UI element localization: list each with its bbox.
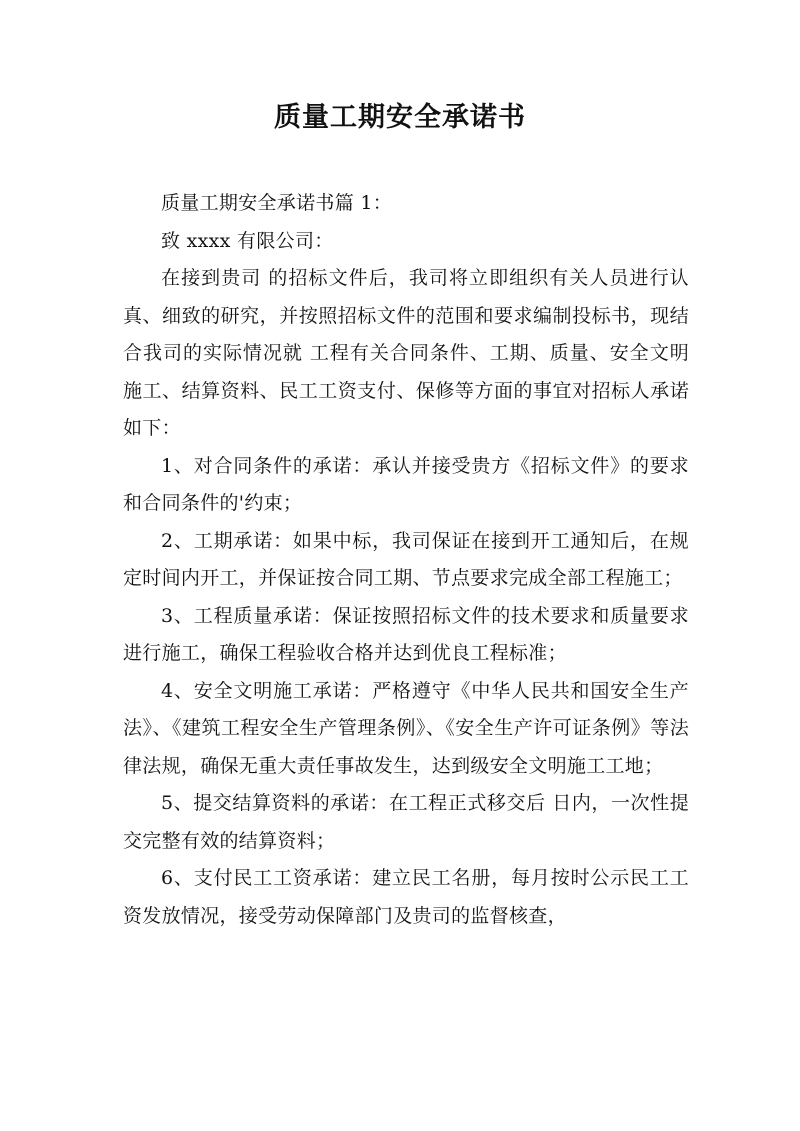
intro-paragraph: 在接到贵司 的招标文件后，我司将立即组织有关人员进行认真、细致的研究，并按照招标文件的范围和要求编制投标书，现结合我司的实际情况就 工程有关合同条件、工期、质量、安全文明施工、结算资料、民工工资支付、保修等方面的事宜对招标人承诺如下：	[123, 267, 689, 439]
section-heading: 质量工期安全承诺书篇 1：	[161, 192, 393, 214]
commitment-item-5: 5、提交结算资料的承诺：在工程正式移交后 日内，一次性提交完整有效的结算资料；	[123, 792, 689, 852]
addressee-line: 致 xxxx 有限公司：	[161, 229, 334, 252]
commitment-item-1: 1、对合同条件的承诺：承认并接受贵方《招标文件》的要求和合同条件的'约束；	[123, 454, 689, 514]
commitment-item-4: 4、安全文明施工承诺：严格遵守《中华人民共和国安全生产法》、《建筑工程安全生产管理条例》、《安全生产许可证条例》等法律法规，确保无重大责任事故发生，达到级安全文明施工工地；	[123, 679, 689, 777]
document-title: 质量工期安全承诺书	[274, 102, 526, 133]
document-body	[123, 185, 689, 935]
commitment-item-3: 3、工程质量承诺：保证按照招标文件的技术要求和质量要求进行施工，确保工程验收合格并达到优良工程标准；	[123, 604, 689, 664]
commitment-item-6: 6、支付民工工资承诺：建立民工名册，每月按时公示民工工资发放情况，接受劳动保障部门及贵司的监督核查，	[123, 867, 689, 927]
commitment-item-2: 2、工期承诺：如果中标，我司保证在接到开工通知后，在规定时间内开工，并保证按合同工期、节点要求完成全部工程施工；	[123, 529, 689, 589]
